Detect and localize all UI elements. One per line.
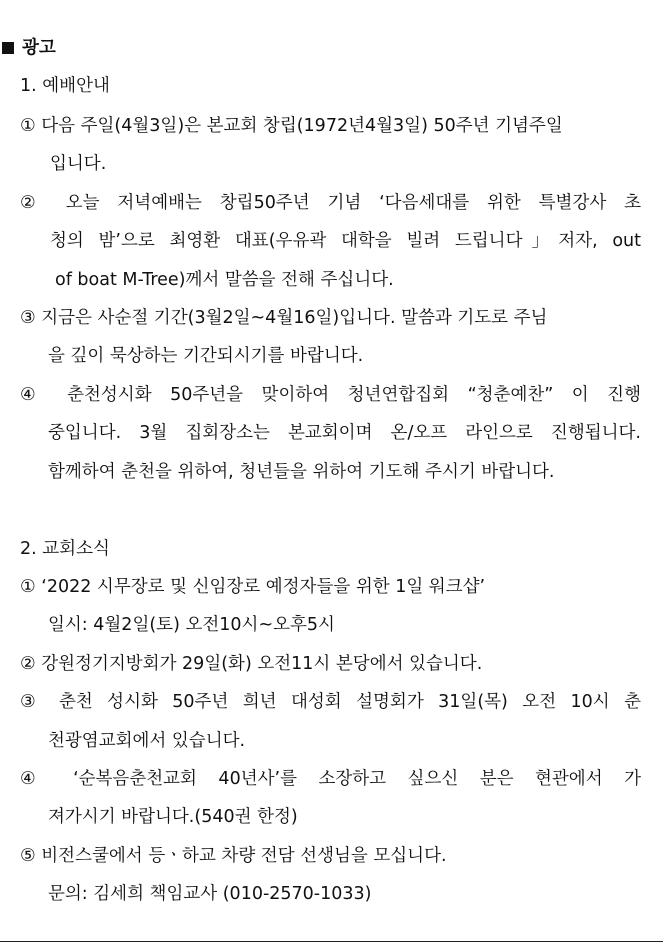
notice-line: 문의: 김세희 책임교사 (010-2570-1033) — [48, 884, 372, 904]
notice-line: ② 오늘 저녁예배는 창립50주년 기념 ‘다음세대를 위한 특별강사 초 — [20, 193, 641, 213]
notice-line: ③ 지금은 사순절 기간(3월2일~4월16일)입니다. 말씀과 기도로 주님 — [20, 308, 548, 328]
notice-line: ③ 춘천 성시화 50주년 희년 대성회 설명회가 31일(목) 오전 10시 춘 — [20, 692, 641, 712]
notice-line: 입니다. — [50, 154, 107, 174]
notice-line: ④ ‘순복음춘천교회 40년사’를 소장하고 싶으신 분은 현관에서 가 — [20, 769, 641, 789]
notice-line: 일시: 4월2일(토) 오전10시~오후5시 — [48, 615, 335, 635]
square-bullet-icon — [2, 42, 14, 54]
notice-line: 을 깊이 묵상하는 기간되시기를 바랍니다. — [48, 346, 364, 366]
notice-line: 져가시기 바랍니다.(540권 한정) — [48, 807, 298, 827]
notice-line: 청의 밤’으로 최영환 대표(우유곽 대학을 빌려 드립니다」저자, out — [50, 231, 641, 251]
notice-line: 천광염교회에서 있습니다. — [48, 731, 246, 751]
section-title-text: 광고 — [22, 38, 56, 58]
worship-guide-heading: 1. 예배안내 — [20, 76, 110, 96]
notice-line: ① ‘2022 시무장로 및 신임장로 예정자들을 위한 1일 워크샵’ — [20, 577, 486, 597]
church-news-heading: 2. 교회소식 — [20, 539, 110, 559]
notice-line: ⑤ 비전스쿨에서 등ㆍ하교 차량 전담 선생님을 모십니다. — [20, 846, 447, 866]
notice-line: 함께하여 춘천을 위하여, 청년들을 위하여 기도해 주시기 바랍니다. — [48, 462, 555, 482]
notice-line: ② 강원정기지방회가 29일(화) 오전11시 본당에서 있습니다. — [20, 654, 483, 674]
notice-line: ① 다음 주일(4월3일)은 본교회 창립(1972년4월3일) 50주년 기념주일 — [20, 116, 563, 136]
bottom-divider — [0, 941, 663, 942]
notice-line: ④ 춘천성시화 50주년을 맞이하여 청년연합집회 “청춘예찬” 이 진행 — [20, 385, 641, 405]
section-title — [2, 36, 663, 60]
notice-line: 중입니다. 3월 집회장소는 본교회이며 온/오프 라인으로 진행됩니다. — [48, 423, 641, 443]
notice-line: of boat M-Tree)께서 말씀을 전해 주십니다. — [55, 270, 394, 290]
